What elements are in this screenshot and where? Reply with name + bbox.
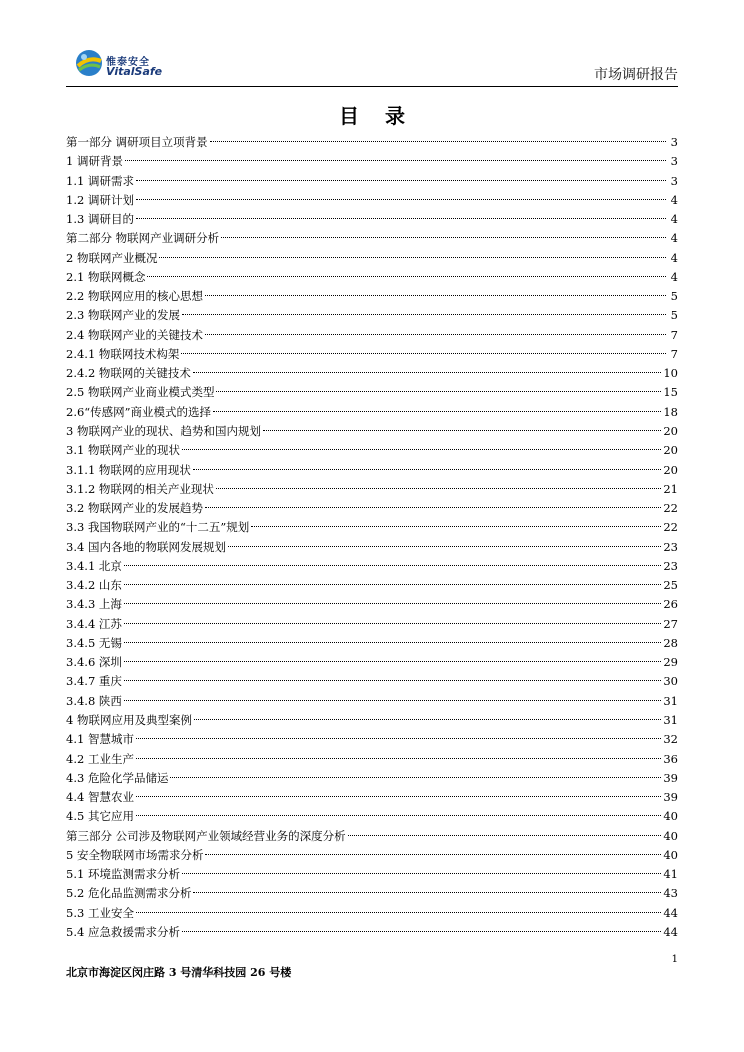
toc-entry-page: 3 [670, 173, 678, 188]
toc-entry-page: 18 [663, 404, 678, 419]
toc-entry-title: 2.4.2 物联网的关键技术 [66, 366, 191, 381]
toc-entry-title: 第一部分 调研项目立项背景 [66, 135, 208, 149]
toc-entry[interactable] [66, 634, 678, 653]
toc-entry-page: 32 [663, 732, 678, 747]
toc-entry-title: 3.1 物联网产业的现状 [66, 443, 180, 458]
toc-entry-title: 2.5 物联网产业商业模式类型 [66, 385, 215, 400]
toc-entry[interactable] [66, 672, 678, 691]
toc-entry-page: 28 [663, 635, 678, 650]
toc-entry[interactable] [66, 191, 678, 210]
toc-entry-title: 1 调研背景 [66, 154, 123, 169]
toc-leader-dots [205, 295, 666, 296]
toc-leader-dots [205, 334, 666, 335]
toc-entry[interactable] [66, 557, 678, 576]
toc-leader-dots [136, 218, 666, 219]
toc-entry[interactable] [66, 653, 678, 672]
toc-entry[interactable] [66, 249, 678, 268]
toc-entry-page: 7 [670, 327, 678, 342]
toc-entry-page: 40 [663, 809, 678, 824]
toc-entry-page: 30 [663, 674, 678, 689]
toc-entry-page: 40 [663, 828, 678, 843]
toc-entry-page: 10 [663, 366, 678, 381]
toc-entry-title: 2.2 物联网应用的核心思想 [66, 289, 203, 304]
toc-entry-title: 4.3 危险化学品储运 [66, 770, 169, 785]
toc-entry-page: 41 [663, 867, 678, 882]
toc-entry-page: 15 [663, 385, 678, 400]
toc-entry[interactable] [66, 923, 678, 942]
toc-entry[interactable] [66, 133, 678, 152]
toc-entry-title: 2.1 物联网概念 [66, 269, 146, 284]
toc-entry[interactable] [66, 229, 678, 248]
page-number: 1 [671, 954, 678, 965]
toc-entry-page: 4 [670, 231, 678, 246]
toc-entry[interactable] [66, 403, 678, 422]
toc-leader-dots [124, 700, 661, 701]
toc-entry-title: 3.2 物联网产业的发展趋势 [66, 501, 203, 516]
toc-leader-dots [170, 777, 661, 778]
toc-entry-title: 5.2 危化品监测需求分析 [66, 886, 192, 901]
toc-entry-page: 20 [663, 443, 678, 458]
toc-entry-title: 第三部分 公司涉及物联网产业领域经营业务的深度分析 [66, 828, 346, 843]
toc-entry-page: 4 [670, 212, 678, 227]
toc-entry[interactable] [66, 595, 678, 614]
toc-leader-dots [136, 912, 661, 913]
toc-leader-dots [136, 758, 661, 759]
toc-leader-dots [136, 180, 666, 181]
toc-entry-page: 43 [663, 886, 678, 901]
toc-entry-title: 4.1 智慧城市 [66, 732, 134, 747]
toc-entry[interactable] [66, 364, 678, 383]
toc-leader-dots [159, 257, 666, 258]
toc-entry[interactable] [66, 692, 678, 711]
toc-leader-dots [205, 507, 661, 508]
toc-entry-page: 23 [663, 539, 678, 554]
toc-leader-dots [124, 603, 661, 604]
toc-entry[interactable] [66, 769, 678, 788]
toc-entry[interactable] [66, 865, 678, 884]
toc-entry[interactable] [66, 461, 678, 480]
toc-leader-dots [125, 160, 666, 161]
toc-entry-title: 4 物联网应用及典型案例 [66, 712, 192, 727]
toc-entry-title: 5.3 工业安全 [66, 905, 134, 920]
toc-leader-dots [182, 314, 666, 315]
toc-leader-dots [205, 854, 661, 855]
toc-entry-title: 3.4.3 上海 [66, 597, 122, 612]
toc-entry[interactable] [66, 615, 678, 634]
toc-leader-dots [124, 584, 661, 585]
toc-leader-dots [213, 411, 661, 412]
toc-entry-title: 2.4.1 物联网技术构架 [66, 346, 180, 361]
table-of-contents [66, 133, 678, 942]
toc-entry-title: 3.4.6 深圳 [66, 655, 122, 670]
toc-entry-title: 1.2 调研计划 [66, 192, 134, 207]
toc-entry[interactable] [66, 441, 678, 460]
toc-entry-title: 5.4 应急救援需求分析 [66, 924, 180, 939]
toc-entry-page: 31 [663, 693, 678, 708]
toc-leader-dots [182, 449, 661, 450]
toc-leader-dots [221, 237, 666, 238]
toc-leader-dots [124, 680, 661, 681]
logo-globe-icon [74, 48, 104, 78]
toc-entry[interactable] [66, 904, 678, 923]
toc-entry[interactable] [66, 788, 678, 807]
toc-entry-page: 4 [670, 192, 678, 207]
toc-entry[interactable] [66, 730, 678, 749]
toc-entry-title: 3.3 我国物联网产业的“十二五”规划 [66, 520, 250, 535]
toc-leader-dots [136, 738, 661, 739]
toc-leader-dots [263, 430, 661, 431]
toc-entry-page: 44 [663, 924, 678, 939]
toc-entry-page: 36 [663, 751, 678, 766]
toc-entry[interactable] [66, 499, 678, 518]
toc-entry[interactable] [66, 172, 678, 191]
toc-entry-title: 4.5 其它应用 [66, 809, 134, 824]
toc-leader-dots [124, 623, 661, 624]
toc-leader-dots [181, 353, 666, 354]
toc-entry[interactable] [66, 884, 678, 903]
toc-entry-title: 3.4.8 陕西 [66, 693, 122, 708]
toc-entry-title: 5.1 环境监测需求分析 [66, 867, 180, 882]
toc-entry-page: 21 [663, 481, 678, 496]
toc-entry[interactable] [66, 827, 678, 846]
toc-entry-page: 23 [663, 558, 678, 573]
logo-english-text: VitalSafe [106, 65, 163, 78]
toc-entry[interactable] [66, 306, 678, 325]
toc-entry-page: 44 [663, 905, 678, 920]
toc-entry-title: 3.4.2 山东 [66, 578, 122, 593]
toc-entry-title: 3.4.5 无锡 [66, 635, 122, 650]
toc-entry[interactable] [66, 480, 678, 499]
toc-leader-dots [216, 391, 661, 392]
toc-title: 目录 [339, 104, 431, 128]
toc-leader-dots [193, 372, 661, 373]
toc-leader-dots [124, 661, 661, 662]
toc-entry-page: 39 [663, 770, 678, 785]
toc-entry-title: 1.3 调研目的 [66, 212, 134, 227]
toc-entry[interactable] [66, 287, 678, 306]
toc-entry[interactable] [66, 711, 678, 730]
toc-entry-title: 3.1.1 物联网的应用现状 [66, 462, 191, 477]
toc-entry-title: 2.4 物联网产业的关键技术 [66, 327, 203, 342]
toc-leader-dots [147, 276, 666, 277]
toc-entry-page: 20 [663, 423, 678, 438]
toc-entry-title: 2 物联网产业概况 [66, 250, 158, 265]
footer-address: 北京市海淀区闵庄路 3 号清华科技园 26 号楼 [66, 966, 292, 979]
toc-leader-dots [182, 931, 661, 932]
toc-entry-page: 27 [663, 616, 678, 631]
toc-entry-page: 25 [663, 578, 678, 593]
toc-leader-dots [182, 873, 661, 874]
toc-entry-page: 22 [663, 520, 678, 535]
toc-entry[interactable] [66, 518, 678, 537]
toc-entry-page: 39 [663, 790, 678, 805]
toc-entry-title: 3.1.2 物联网的相关产业现状 [66, 481, 214, 496]
document-type: 市场调研报告 [594, 67, 678, 83]
toc-entry[interactable] [66, 345, 678, 364]
toc-entry[interactable] [66, 750, 678, 769]
toc-entry-page: 4 [670, 250, 678, 265]
toc-entry[interactable] [66, 383, 678, 402]
toc-entry-page: 26 [663, 597, 678, 612]
toc-entry[interactable] [66, 152, 678, 171]
toc-entry-title: 3.4.4 江苏 [66, 616, 122, 631]
company-logo [74, 48, 194, 84]
toc-entry-page: 7 [670, 346, 678, 361]
toc-leader-dots [193, 892, 661, 893]
toc-entry-page: 3 [670, 135, 678, 149]
toc-leader-dots [210, 141, 666, 142]
toc-entry-page: 40 [663, 847, 678, 862]
toc-leader-dots [251, 526, 661, 527]
toc-entry[interactable] [66, 422, 678, 441]
toc-entry-title: 2.3 物联网产业的发展 [66, 308, 180, 323]
toc-entry-title: 3 物联网产业的现状、趋势和国内规划 [66, 423, 261, 438]
toc-entry[interactable] [66, 807, 678, 826]
header-divider [66, 86, 678, 87]
toc-leader-dots [136, 199, 666, 200]
page-header [66, 44, 678, 88]
toc-leader-dots [136, 796, 661, 797]
toc-entry-title: 2.6“传感网”商业模式的选择 [66, 404, 212, 419]
toc-entry-page: 31 [663, 712, 678, 727]
toc-entry-page: 3 [670, 154, 678, 169]
toc-entry-title: 4.2 工业生产 [66, 751, 134, 766]
toc-entry-title: 5 安全物联网市场需求分析 [66, 847, 204, 862]
toc-entry-page: 5 [670, 289, 678, 304]
toc-entry-page: 22 [663, 501, 678, 516]
toc-entry-title: 1.1 调研需求 [66, 173, 134, 188]
toc-leader-dots [228, 546, 661, 547]
toc-leader-dots [136, 815, 661, 816]
toc-entry[interactable] [66, 326, 678, 345]
toc-entry[interactable] [66, 846, 678, 865]
toc-leader-dots [348, 835, 662, 836]
toc-leader-dots [124, 642, 661, 643]
toc-entry-title: 4.4 智慧农业 [66, 790, 134, 805]
toc-entry-title: 3.4.1 北京 [66, 558, 122, 573]
toc-entry-title: 3.4.7 重庆 [66, 674, 122, 689]
toc-leader-dots [124, 565, 661, 566]
toc-entry-title: 第二部分 物联网产业调研分析 [66, 231, 220, 246]
toc-entry-page: 5 [670, 308, 678, 323]
toc-entry[interactable] [66, 576, 678, 595]
toc-entry[interactable] [66, 268, 678, 287]
toc-entry-title: 3.4 国内各地的物联网发展规划 [66, 539, 226, 554]
toc-leader-dots [216, 488, 661, 489]
toc-leader-dots [193, 469, 661, 470]
toc-leader-dots [194, 719, 661, 720]
logo-chinese-text: 惟泰安全 [106, 57, 150, 68]
toc-entry-page: 20 [663, 462, 678, 477]
toc-entry-page: 29 [663, 655, 678, 670]
toc-entry[interactable] [66, 210, 678, 229]
toc-entry-page: 4 [670, 269, 678, 284]
toc-entry[interactable] [66, 538, 678, 557]
